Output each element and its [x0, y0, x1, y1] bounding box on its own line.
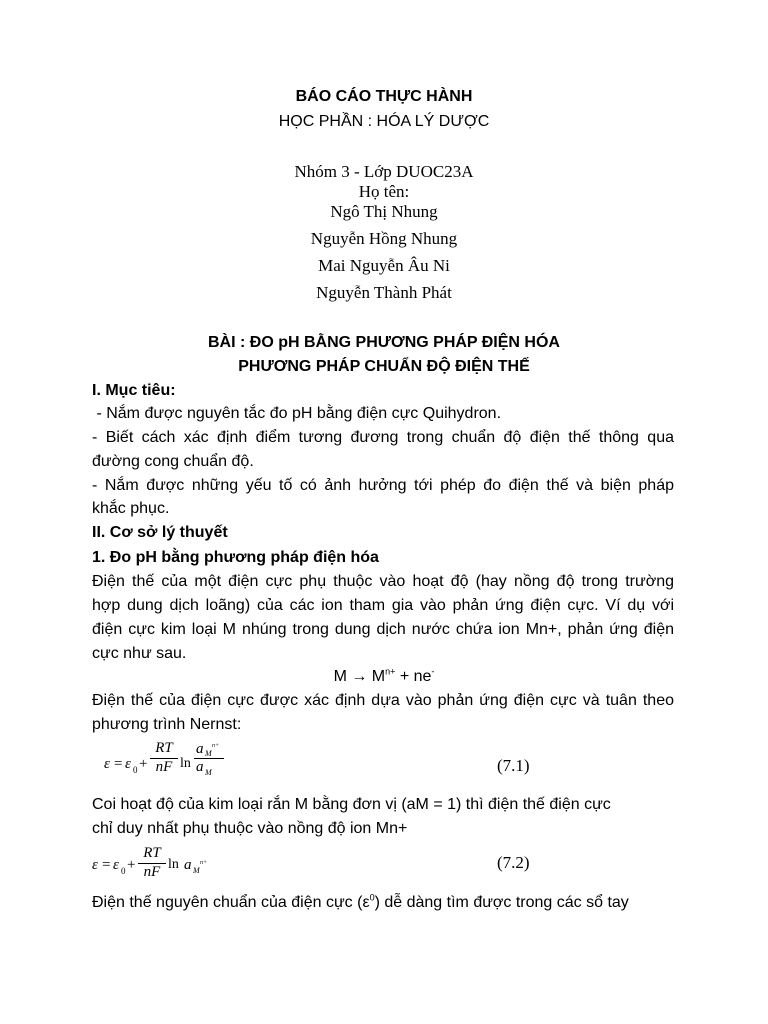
paragraph-line: cực như sau. [92, 645, 187, 662]
section-heading: I. Mục tiêu: [92, 382, 176, 399]
fraction-rt-nf: RT nF [150, 740, 178, 776]
objective-item: - Biết cách xác định điểm tương đương trong chuẩn độ điện thế thông qua [92, 429, 674, 446]
paragraph-line: Điện thế của một điện cực phụ thuộc vào hoạt độ (hay nồng độ trong trường [92, 573, 674, 590]
paragraph-line: phương trình Nernst: [92, 716, 242, 733]
objective-item-cont: khắc phục. [92, 500, 170, 517]
equation-number: (7.1) [497, 756, 530, 775]
objective-item-cont: đường cong chuẩn độ. [92, 453, 254, 470]
report-title: BÁO CÁO THỰC HÀNH [295, 88, 473, 105]
objective-item: - Nắm được những yếu tố có ảnh hưởng tới phép đo điện thế và biện pháp [92, 477, 674, 494]
group-line: Nhóm 3 - Lớp DUOC23A [294, 162, 474, 181]
course-subtitle: HỌC PHẦN : HÓA LÝ DƯỢC [278, 113, 490, 130]
fraction-rt-nf: RT nF [138, 845, 166, 881]
paragraph-line: Điện thế nguyên chuẩn của điện cực $(\varepsilon^0)$ dễ dàng tìm được trong các sổ tay [92, 892, 629, 911]
section-heading: II. Cơ sở lý thuyết [92, 524, 228, 541]
member-name: Nguyễn Thành Phát [316, 283, 452, 302]
nernst-equation-2: ε = ε 0 + RT nF ln a M n+ [92, 845, 208, 880]
paragraph-line: chỉ duy nhất phụ thuộc vào nồng độ ion Mn+ [92, 820, 408, 837]
fraction-activity: a M n+ a M [194, 740, 224, 777]
subsection-heading: 1. Đo pH bằng phương pháp điện hóa [92, 549, 379, 566]
paragraph-line: hợp dung dịch loãng) của các ion tham gia vào phản ứng điện cực. Ví dụ với [92, 597, 674, 614]
equation-number: (7.2) [497, 853, 530, 872]
reaction-equation: $M \to M^{n+} + ne^-$ [333, 666, 435, 685]
objective-item: - Nắm được nguyên tắc đo pH bằng điện cực Quihydron. [92, 405, 502, 422]
names-label: Họ tên: [358, 182, 410, 201]
member-name: Nguyễn Hồng Nhung [310, 229, 458, 248]
member-name: Ngô Thị Nhung [330, 202, 438, 221]
arrow-icon: → [351, 668, 368, 685]
paragraph-line: Điện thế của điện cực được xác định dựa vào phản ứng điện cực và tuân theo [92, 692, 674, 709]
nernst-equation-1: ε = ε 0 + RT nF ln a M n+ a M [104, 740, 244, 790]
paragraph-line: Coi hoạt độ của kim loại rắn M bằng đơn vị (aM = 1) thì điện thế điện cực [92, 796, 611, 813]
lesson-title: BÀI : ĐO pH BẰNG PHƯƠNG PHÁP ĐIỆN HÓA [208, 334, 560, 351]
member-name: Mai Nguyễn Âu Ni [318, 256, 450, 275]
paragraph-line: điện cực kim loại M nhúng trong dung dịch nước chứa ion Mn+, phản ứng điện [92, 621, 674, 638]
lesson-subtitle: PHƯƠNG PHÁP CHUẨN ĐỘ ĐIỆN THẾ [238, 358, 530, 375]
